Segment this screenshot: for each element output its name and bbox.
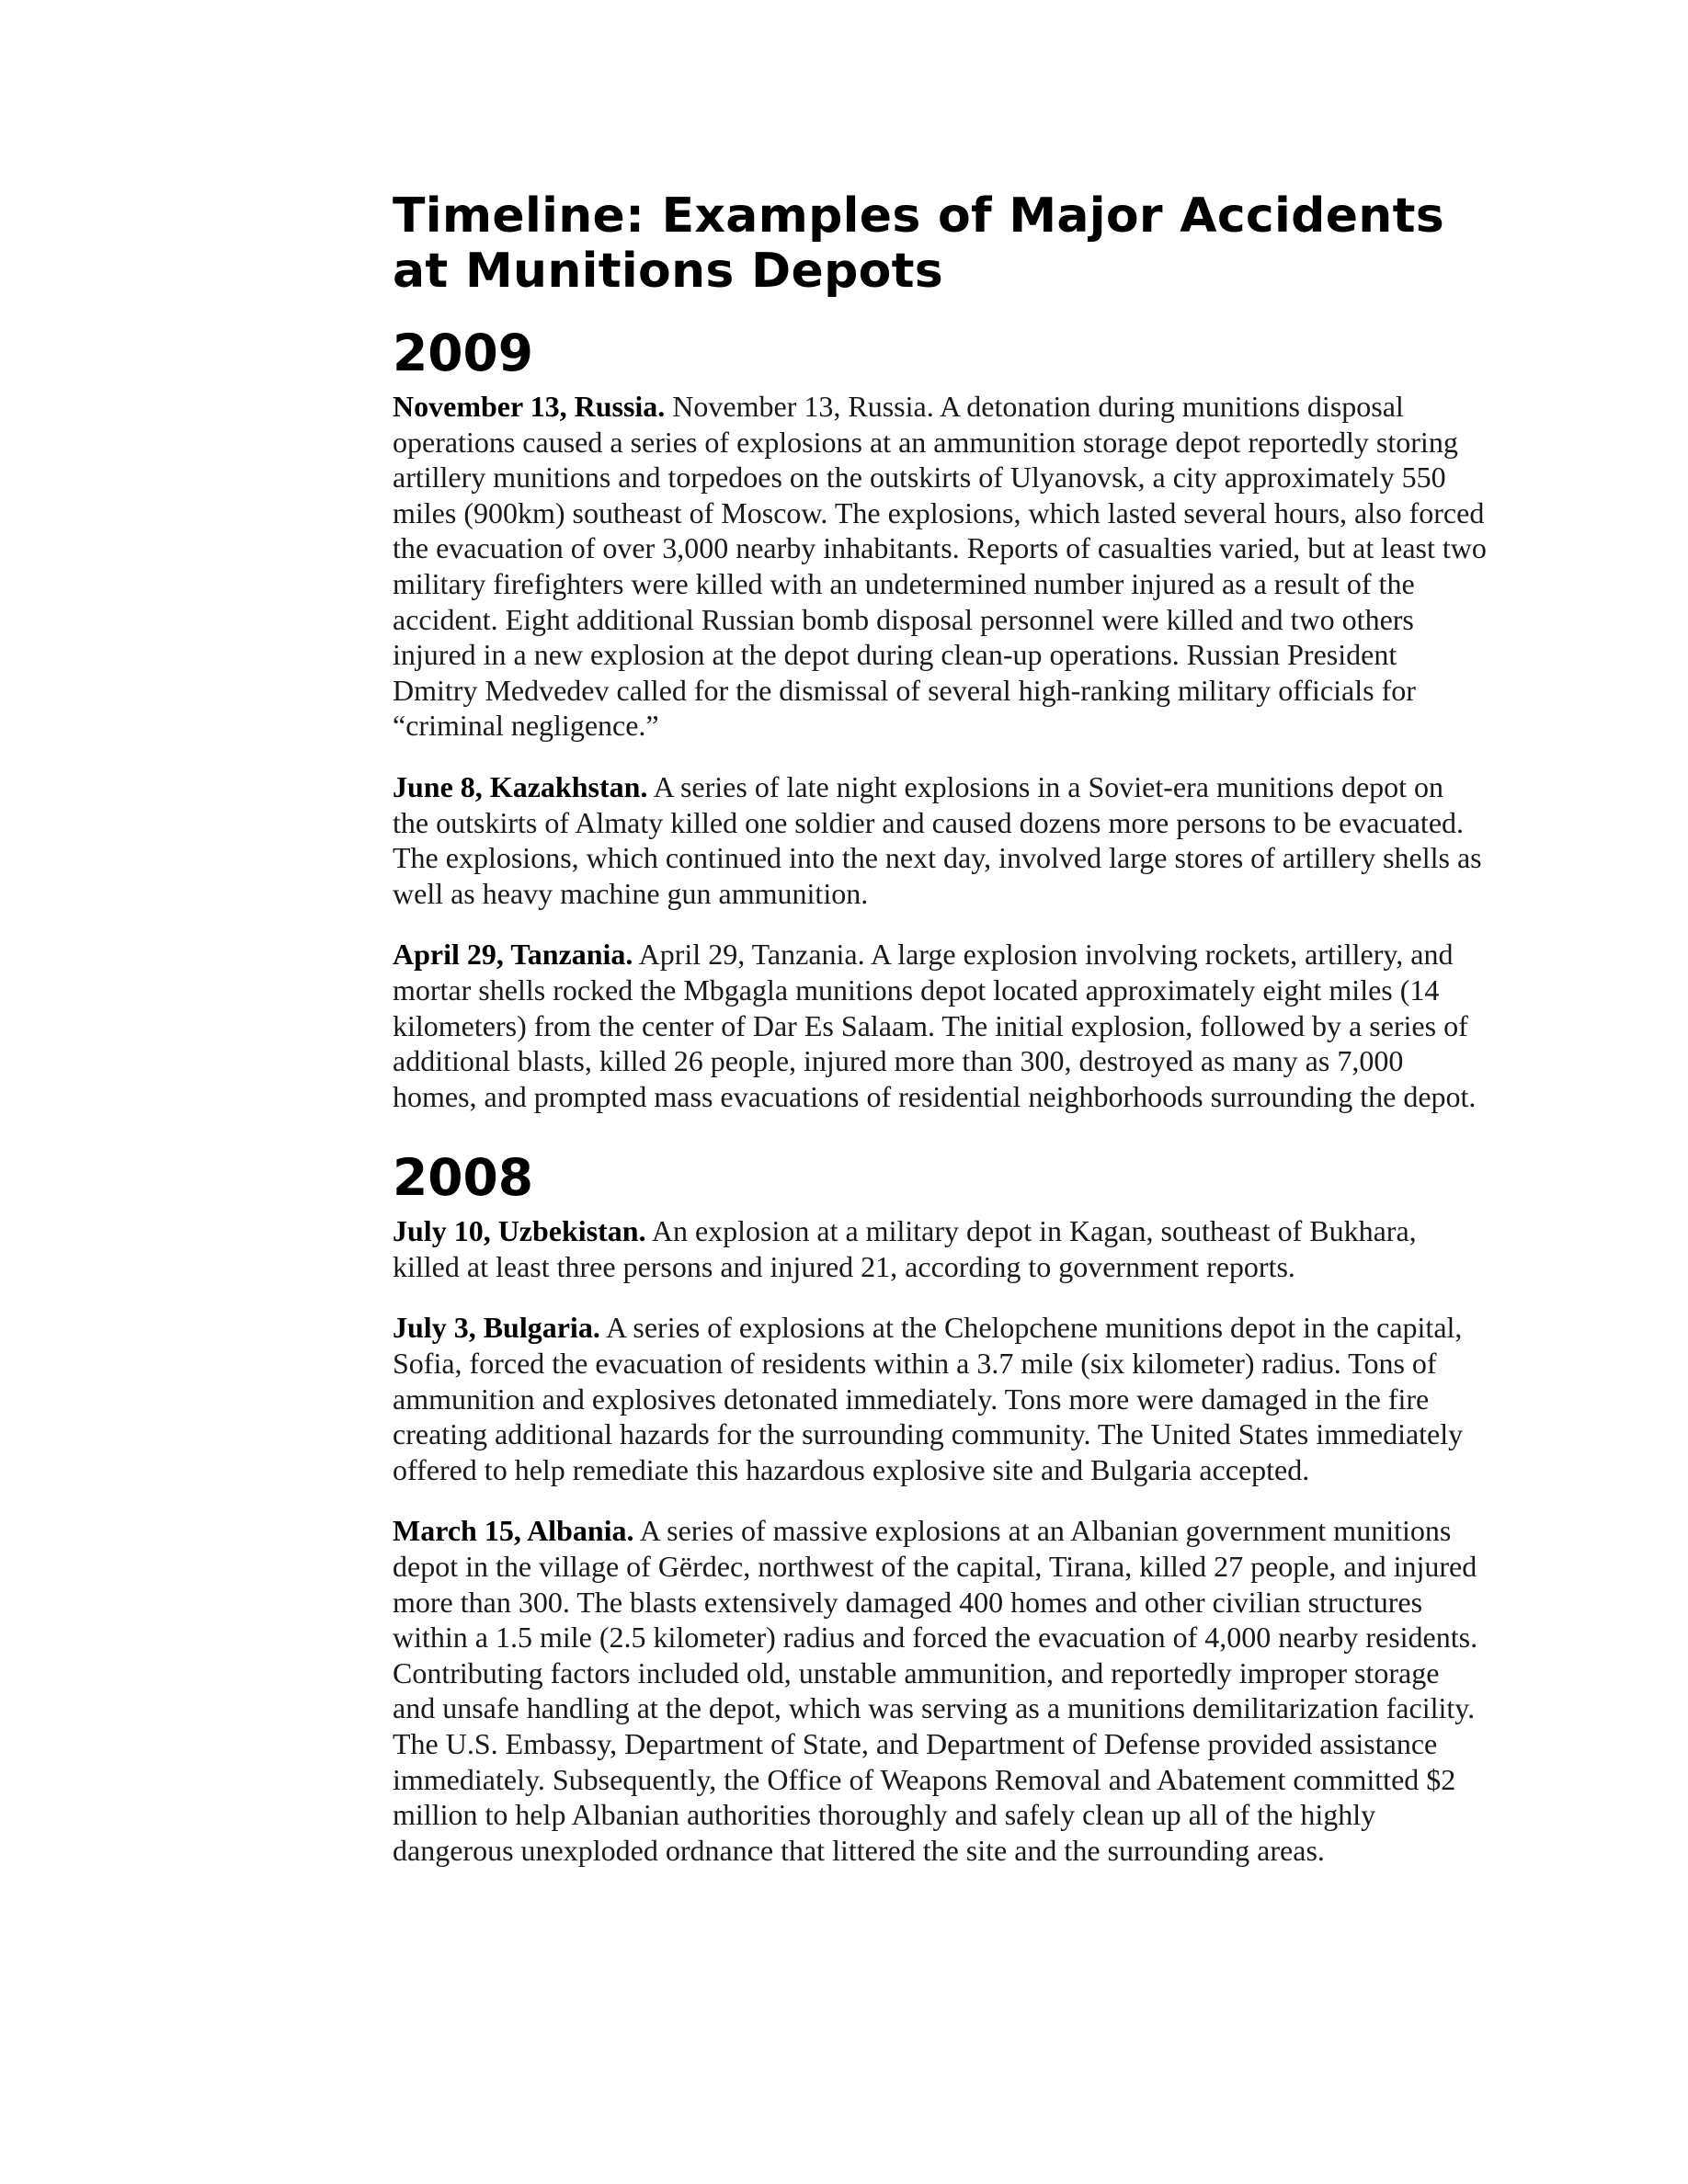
timeline-entry-kazakhstan xyxy=(393,769,1487,911)
entry-lead: April 29, Tanzania. xyxy=(393,938,633,972)
entry-text: A series of late night explosions in a Soviet-era munitions depot on the outskirts of Almaty killed one soldier and caused dozens more persons to be evacuated. The explosions, which continued into the next day, involved large stores of artillery shells as well as heavy machine gun ammunition. xyxy=(393,769,1482,910)
year-heading-2009: 2009 xyxy=(393,324,534,382)
timeline-entry-albania xyxy=(393,1513,1487,1868)
entry-text: November 13, Russia. A detonation during munitions disposal operations caused a series of explosions at an ammunition storage depot reportedly storing artillery munitions and torpedoes on the outskirts of Ulyanovsk, a city approximately 550 miles (900km) southeast of Moscow. The explosions, which lasted several hours, also forced the evacuation of over 3,000 nearby inhabitants. Reports of casualties varied, but at least two military firefighters were killed with an undetermined number injured as a result of the accident. Eight additional Russian bomb disposal personnel were killed and two others injured in a new explosion at the depot during clean-up operations. Russian President Dmitry Medvedev called for the dismissal of several high-ranking military officials for “criminal negligence.” xyxy=(393,390,1487,743)
timeline-entry-bulgaria xyxy=(393,1310,1487,1487)
entry-lead: July 10, Uzbekistan. xyxy=(393,1214,646,1248)
page-title: Timeline: Examples of Major Accidents at Munitions Depots xyxy=(393,188,1445,299)
document-page xyxy=(393,188,1487,1894)
entry-text: An explosion at a military depot in Kagan, southeast of Bukhara, killed at least three persons and injured 21, according to government reports. xyxy=(393,1214,1417,1283)
entry-lead: March 15, Albania. xyxy=(393,1514,634,1548)
entry-lead: June 8, Kazakhstan. xyxy=(393,769,648,803)
entry-text: A series of explosions at the Chelopchene munitions depot in the capital, Sofia, forced the evacuation of residents within a 3.7 mile (six kilometer) radius. Tons of ammunition and explosives detonated immediately. Tons more were damaged in the fire creating additional hazards for the surrounding community. The United States immediately offered to help remediate this hazardous explosive site and Bulgaria accepted. xyxy=(393,1311,1464,1486)
entry-lead: July 3, Bulgaria. xyxy=(393,1311,600,1345)
timeline-entry-uzbekistan xyxy=(393,1213,1487,1284)
year-heading-2008: 2008 xyxy=(393,1148,534,1208)
timeline-entry-tanzania xyxy=(393,937,1487,1114)
timeline-entry-russia xyxy=(393,389,1487,744)
entry-lead: November 13, Russia. xyxy=(393,390,666,423)
entry-text: A series of massive explosions at an Albanian government munitions depot in the village of Gërdec, northwest of the capital, Tirana, killed 27 people, and injured more than 300. The blasts extensively damaged 400 homes and other civilian structures within a 1.5 mile (2.5 kilometer) radius and forced the evacuation of 4,000 nearby residents. Contributing factors included old, unstable ammunition, and reportedly improper storage and unsafe handling at the depot, which was serving as a munitions demilitarization facility. The U.S. Embassy, Department of State, and Department of Defense provided assistance immediately. Subsequently, the Office of Weapons Removal and Abatement committed $2 million to help Albanian authorities thoroughly and safely clean up all of the highly dangerous unexploded ordnance that littered the site and the surrounding areas. xyxy=(393,1514,1478,1867)
entry-text: April 29, Tanzania. A large explosion involving rockets, artillery, and mortar shells rocked the Mbgagla munitions depot located approximately eight miles (14 kilometers) from the center of Dar Es Salaam. The initial explosion, followed by a series of additional blasts, killed 26 people, injured more than 300, destroyed as many as 7,000 homes, and prompted mass evacuations of residential neighborhoods surrounding the depot. xyxy=(393,938,1477,1113)
